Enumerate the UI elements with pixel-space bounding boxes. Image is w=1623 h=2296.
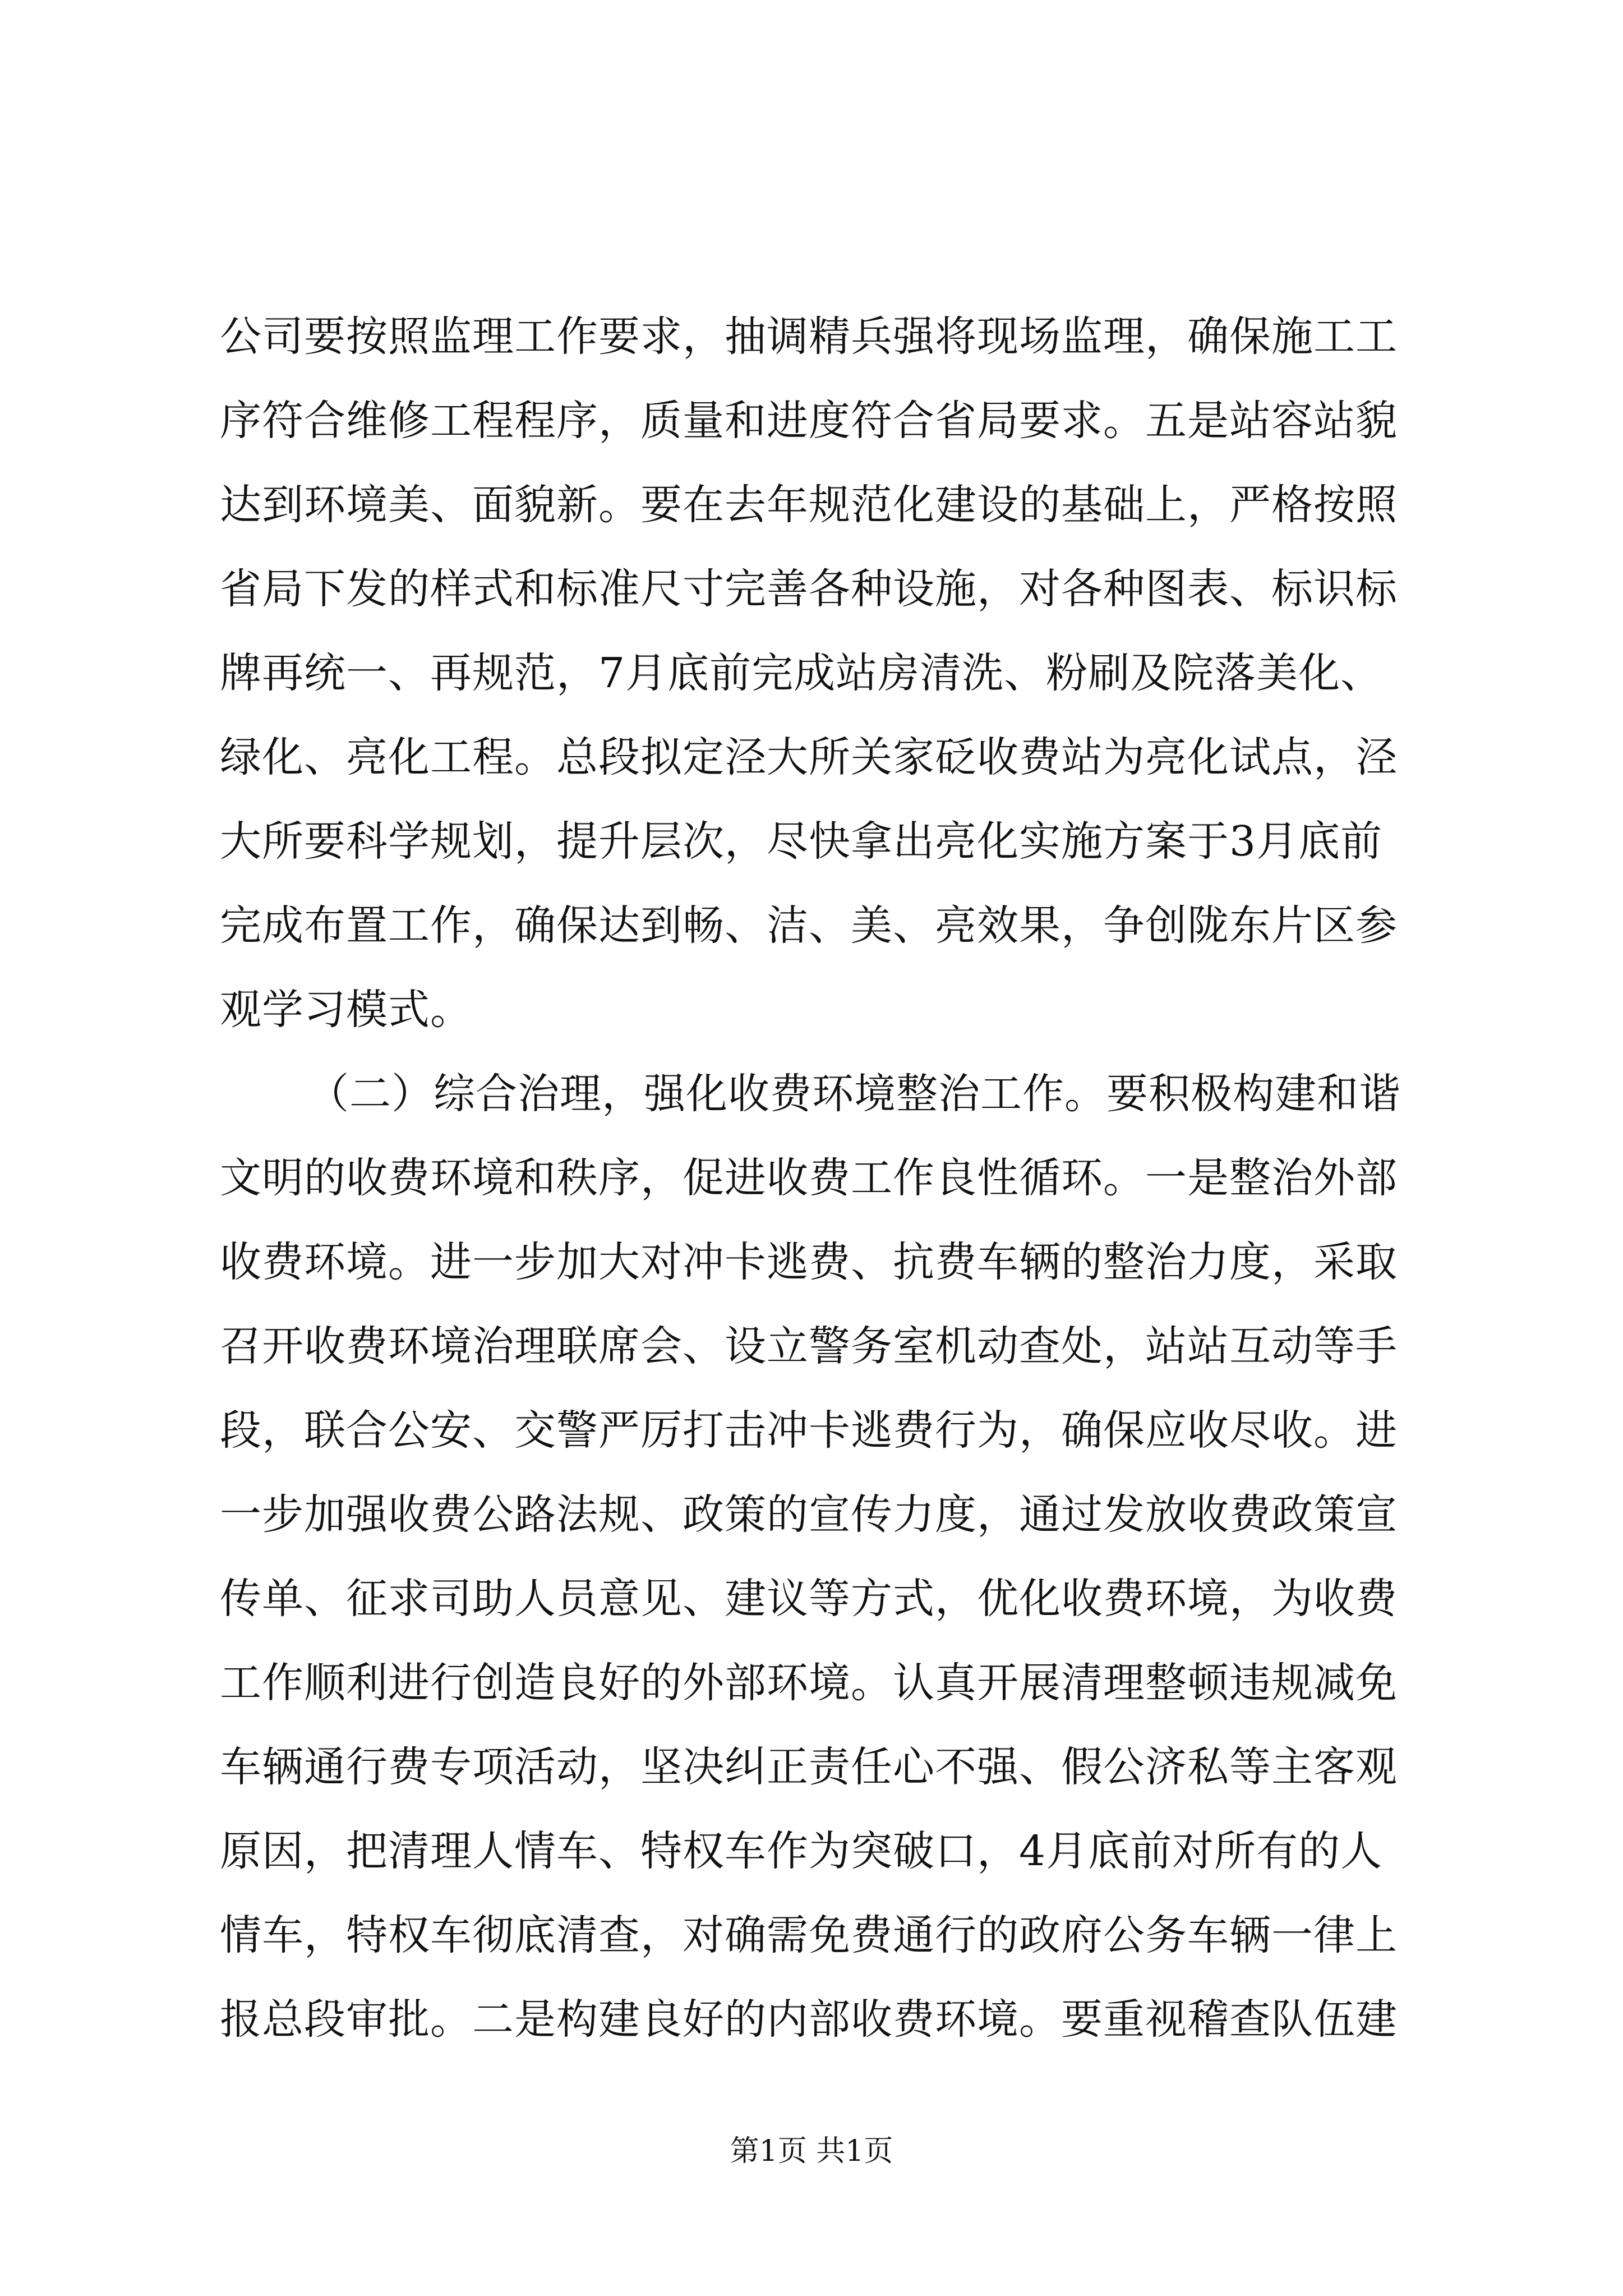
text-line-17: 工作顺利进行创造良好的外部环境。认真开展清理整顿违规减免 <box>220 1659 1398 1707</box>
text-line-20: 情车，特权车彻底清查，对确需免费通行的政府公务车辆一律上 <box>220 1911 1398 1959</box>
text-line-19: 原因，把清理人情车、特权车作为突破口，4月底前对所有的人 <box>220 1827 1383 1875</box>
text-line-21: 报总段审批。二是构建良好的内部收费环境。要重视稽查队伍建 <box>220 1995 1398 2044</box>
text-line-18: 车辆通行费专项活动，坚决纠正责任心不强、假公济私等主客观 <box>220 1743 1398 1791</box>
text-line-1: 公司要按照监理工作要求，抽调精兵强将现场监理，确保施工工 <box>220 312 1398 361</box>
text-line-16: 传单、征求司助人员意见、建议等方式，优化收费环境，为收费 <box>220 1575 1398 1623</box>
text-line-8: 完成布置工作，确保达到畅、洁、美、亮效果，争创陇东片区参 <box>220 901 1398 950</box>
text-line-15: 一步加强收费公路法规、政策的宣传力度，通过发放收费政策宣 <box>220 1490 1398 1539</box>
text-line-3: 达到环境美、面貌新。要在去年规范化建设的基础上，严格按照 <box>220 481 1398 529</box>
text-line-13: 召开收费环境治理联席会、设立警务室机动查处，站站互动等手 <box>220 1322 1398 1370</box>
page-footer: 第1页 共1页 <box>730 2134 893 2168</box>
text-line-2: 序符合维修工程程序，质量和进度符合省局要求。五是站容站貌 <box>220 397 1398 445</box>
text-line-14: 段，联合公安、交警严厉打击冲卡逃费行为，确保应收尽收。进 <box>220 1406 1398 1455</box>
text-line-12: 收费环境。进一步加大对冲卡逃费、抗费车辆的整治力度，采取 <box>220 1238 1398 1286</box>
text-line-5: 牌再统一、再规范，7月底前完成站房清洗、粉刷及院落美化、 <box>220 649 1383 697</box>
text-line-7: 大所要科学规划，提升层次，尽快拿出亮化实施方案于3月底前 <box>220 817 1383 866</box>
text-line-10: （二）综合治理，强化收费环境整治工作。要积极构建和谐 <box>307 1070 1401 1118</box>
text-line-11: 文明的收费环境和秩序，促进收费工作良性循环。一是整治外部 <box>220 1154 1398 1202</box>
text-line-9: 观学习模式。 <box>220 986 472 1034</box>
text-line-6: 绿化、亮化工程。总段拟定泾大所关家砭收费站为亮化试点，泾 <box>220 733 1398 781</box>
text-line-4: 省局下发的样式和标准尺寸完善各种设施，对各种图表、标识标 <box>220 565 1398 613</box>
